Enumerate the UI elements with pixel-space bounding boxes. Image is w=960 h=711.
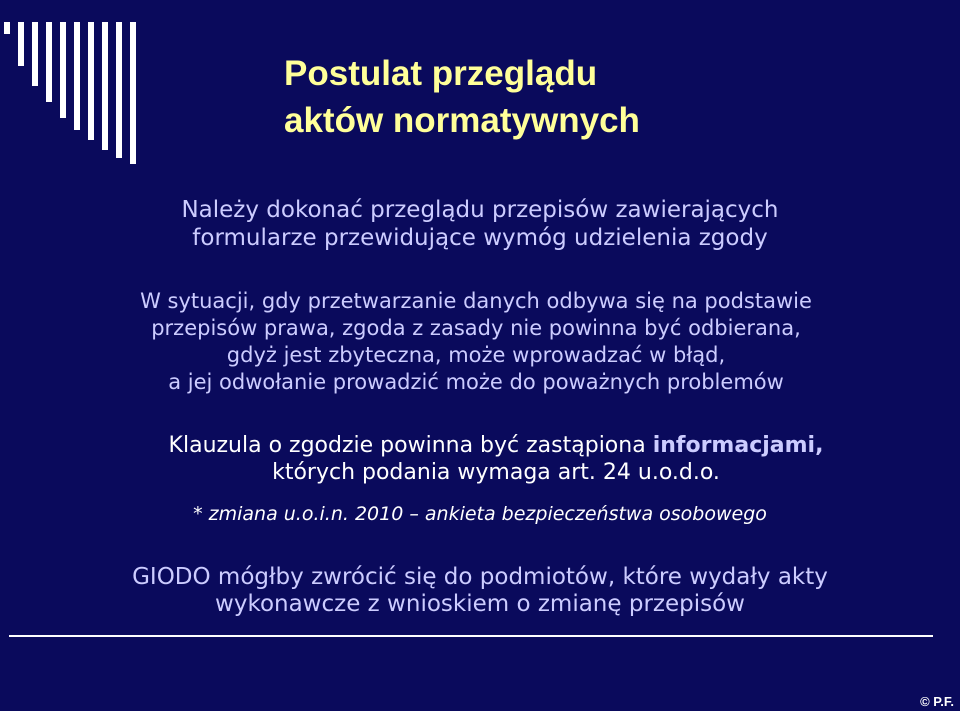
footnote-amendment: * zmiana u.o.i.n. 2010 – ankieta bezpieczeństwa osobowego: [193, 503, 767, 525]
paragraph-review-regulations: Należy dokonać przeglądu przepisów zawierających formularze przewidujące wymóg udzielenia zgody: [181, 197, 779, 251]
paragraph-giodo: GIODO mógłby zwrócić się do podmiotów, które wydały akty wykonawcze z wnioskiem o zmianę przepisów: [132, 564, 828, 617]
slide-title: [284, 50, 640, 144]
copyright-label: © P.F.: [920, 694, 954, 709]
title-line-2: aktów normatywnych: [284, 101, 640, 140]
emphasis-information: informacjami,: [652, 433, 824, 458]
horizontal-divider: [9, 635, 933, 637]
paragraph-legal-basis: W sytuacji, gdy przetwarzanie danych odbywa się na podstawie przepisów prawa, zgoda z zasady nie powinna być odbierana, gdyż jest zbyteczna, może wprowadzać w błąd, a jej odwołanie prowadzić może do poważnych problemów: [140, 289, 812, 394]
paragraph-consent-clause: Klauzula o zgodzie powinna być zastąpiona informacjami, których podania wymaga art. 24 u.o.d.o.: [168, 433, 824, 485]
decorative-stripes: [0, 0, 160, 170]
title-line-1: Postulat przeglądu: [284, 54, 598, 93]
